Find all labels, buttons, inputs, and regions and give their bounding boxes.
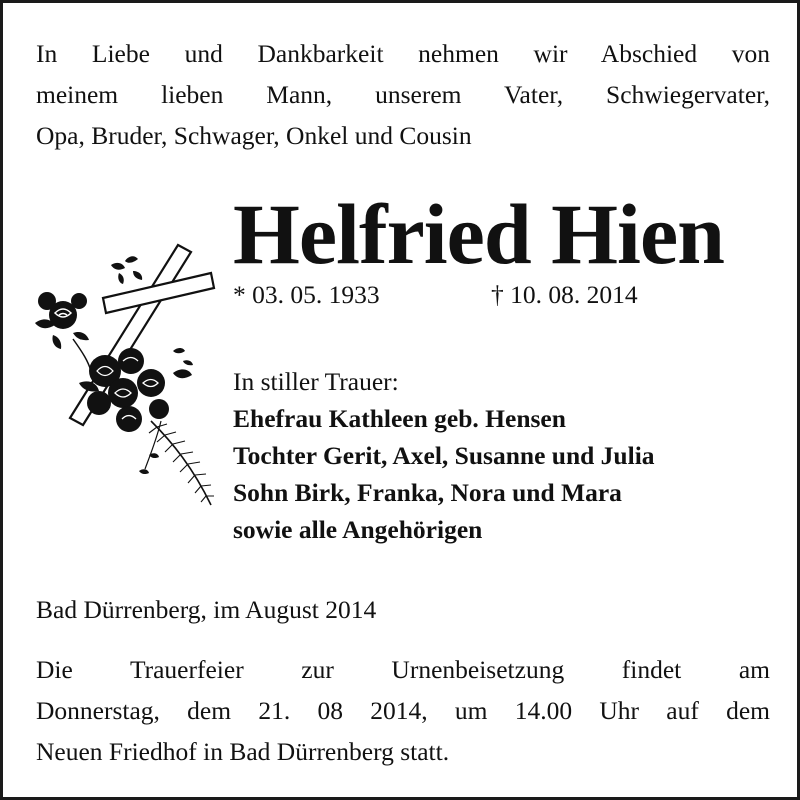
intro-text bbox=[36, 33, 770, 156]
mourner-line-3: Sohn Birk, Franka, Nora und Mara bbox=[233, 478, 622, 507]
death-date: † 10. 08. 2014 bbox=[491, 280, 638, 309]
mourner-line-2: Tochter Gerit, Axel, Susanne und Julia bbox=[233, 441, 655, 470]
mourner-line-4: sowie alle Angehörigen bbox=[233, 515, 483, 544]
ceremony-line-2: Donnerstag, dem 21. 08 2014, um 14.00 Uhr auf dem bbox=[36, 696, 770, 725]
mourners-heading: In stiller Trauer: bbox=[233, 367, 399, 396]
intro-line-3: Opa, Bruder, Schwager, Onkel und Cousin bbox=[36, 121, 472, 150]
mourner-line-1: Ehefrau Kathleen geb. Hensen bbox=[233, 404, 566, 433]
ceremony-text bbox=[36, 649, 770, 772]
intro-line-2: meinem lieben Mann, unserem Vater, Schwiegervater, bbox=[36, 80, 770, 109]
ceremony-line-1: Die Trauerfeier zur Urnenbeisetzung findet am bbox=[36, 655, 770, 684]
birth-date: * 03. 05. 1933 bbox=[233, 280, 380, 309]
life-dates bbox=[233, 277, 638, 313]
mourners-block bbox=[233, 363, 655, 548]
cross-with-roses-icon bbox=[33, 243, 218, 511]
intro-line-1: In Liebe und Dankbarkeit nehmen wir Abschied von bbox=[36, 39, 770, 68]
place-and-date: Bad Dürrenberg, im August 2014 bbox=[36, 595, 377, 624]
deceased-name: Helfried Hien bbox=[233, 186, 724, 282]
ceremony-line-3: Neuen Friedhof in Bad Dürrenberg statt. bbox=[36, 737, 450, 766]
